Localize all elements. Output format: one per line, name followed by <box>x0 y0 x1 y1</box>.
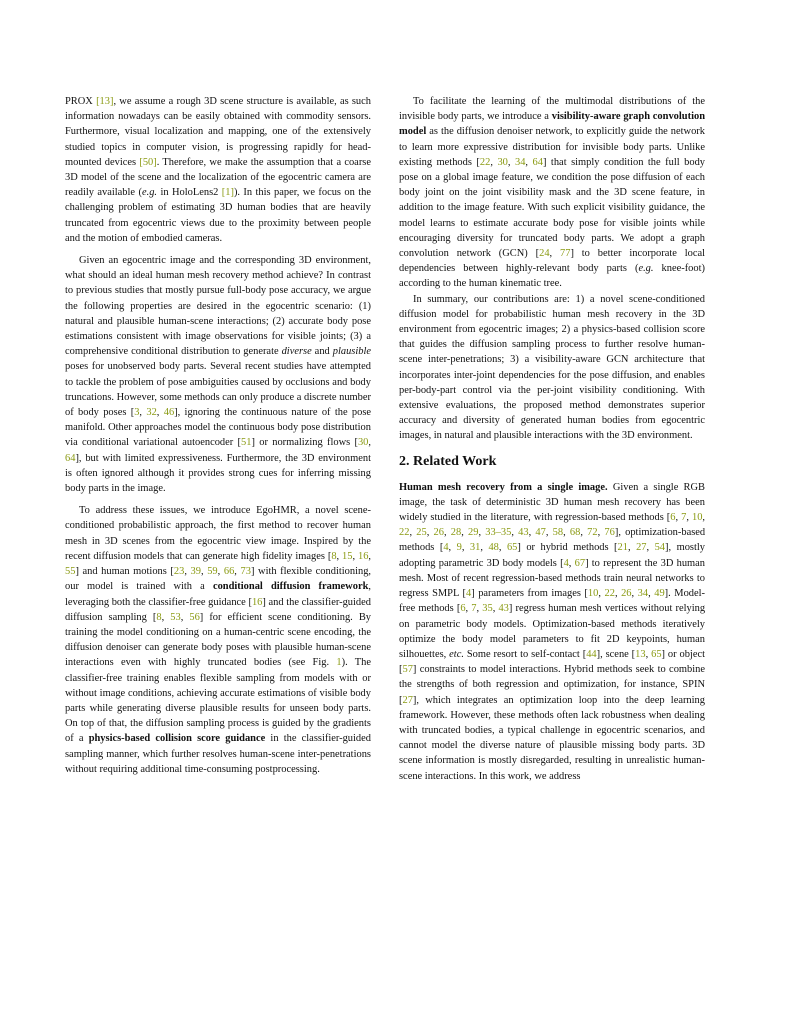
citation-link[interactable]: 49 <box>654 588 665 600</box>
italic-text: e.g. <box>638 263 654 275</box>
right-column <box>399 94 705 791</box>
citation-link[interactable]: 72 <box>587 527 598 539</box>
citation-link[interactable]: 34 <box>637 588 649 600</box>
citation-link[interactable]: 6 <box>670 512 676 524</box>
citation-link[interactable]: 30 <box>497 156 508 168</box>
citation-link[interactable]: [1] <box>221 187 234 199</box>
citation-link[interactable]: 64 <box>65 452 76 464</box>
italic-text: plausible <box>332 346 372 358</box>
citation-link[interactable]: 53 <box>170 611 181 623</box>
citation-link[interactable]: 48 <box>488 542 499 554</box>
citation-link[interactable]: 22 <box>399 527 410 539</box>
citation-link[interactable]: 27 <box>402 694 413 706</box>
citation-link[interactable]: 16 <box>251 596 263 608</box>
citation-link[interactable]: 16 <box>357 550 369 562</box>
citation-link[interactable]: 39 <box>190 566 201 578</box>
section-heading: 2. Related Work <box>399 453 497 469</box>
paragraph-body: Given a single RGB image, the task of deterministic 3D human mesh recovery has been widely studied in the literature, with regression-based methods [6, 7, 10, 22, 25, 26, 28, 29, 33–35, 43, 47, 58, 68, 72, 76], optimization-based methods [4, 9, 31, 48, 65] or hybrid methods [21, 27, 54], mostly adopting parametric 3D body models [4, 67] to represent the 3D human mesh. Most of recent regression-based methods train neural networks to regress SMPL [4] parameters from images [10, 22, 26, 34, 49]. Model-free methods [6, 7, 35, 43] regress human mesh vertices without relying on parametric body models. Optimization-based methods iteratively optimize the body model parameters to fit 2D keypoints, human silhouettes, etc. Some resort to self-contact [44], scene [13, 65] or object [57] constraints to model interactions. Hybrid methods seek to combine the strengths of both regression and optimization, for instance, SPIN [27], which integrates an optimization loop into the deep learning framework. However, these methods often lack robustness when dealing with truncated bodies, a typical challenge in egocentric scenarios, and cannot model the diverse nature of plausible missing body parts. 3D scene information is mostly disregarded, resulting in unrealistic human-scene interactions. In this work, we address <box>399 481 706 782</box>
citation-link[interactable]: 13 <box>635 648 646 660</box>
citation-link[interactable]: 66 <box>223 566 235 578</box>
citation-link[interactable]: 76 <box>604 527 615 539</box>
citation-link[interactable]: 47 <box>535 527 546 539</box>
citation-link[interactable]: 26 <box>433 527 444 539</box>
italic-text: diverse <box>281 346 312 358</box>
citation-link[interactable]: 7 <box>681 512 687 524</box>
citation-link[interactable]: 58 <box>552 527 564 539</box>
citation-link[interactable]: 67 <box>574 557 586 569</box>
citation-link[interactable]: 1 <box>336 657 342 669</box>
citation-link[interactable]: 30 <box>357 437 369 449</box>
left-column <box>65 94 371 784</box>
citation-link[interactable]: 43 <box>498 603 509 615</box>
italic-text: etc. <box>449 648 464 660</box>
citation-link[interactable]: 59 <box>207 566 218 578</box>
citation-link[interactable]: 3 <box>134 407 140 419</box>
citation-link[interactable]: 44 <box>586 648 597 660</box>
paragraph-related-work <box>399 480 705 784</box>
citation-link[interactable]: 8 <box>156 611 162 623</box>
citation-link[interactable]: 31 <box>469 542 481 554</box>
citation-link[interactable]: 29 <box>468 527 479 539</box>
citation-link[interactable]: 35 <box>482 603 493 615</box>
bold-text: visibility-aware graph convolution model <box>399 111 705 138</box>
paragraph: In summary, our contributions are: 1) a novel scene-conditioned diffusion model for probabilistic human mesh recovery in the 3D environment from egocentric images; 2) a physics-based collision score that guides the diffusion sampling process to further resolve human-scene inter-penetrations; 3) a visibility-aware GCN architecture that incorporates inter-joint dependencies for the pose diffusion, and enables per-body-part control via the per-joint visibility conditioning. With extensive evaluations, the proposed method demonstrates superior accuracy and diversity of generated human bodies from egocentric images, in natural and plausible interactions with the 3D environment. <box>399 293 705 442</box>
citation-link[interactable]: [13] <box>96 96 114 107</box>
citation-link[interactable]: 54 <box>654 542 666 554</box>
citation-link[interactable]: 4 <box>443 542 449 554</box>
citation-link[interactable]: 10 <box>587 588 599 600</box>
citation-link[interactable]: 33–35 <box>485 527 512 539</box>
citation-link[interactable]: [50] <box>139 156 157 168</box>
citation-link[interactable]: 32 <box>146 407 157 419</box>
citation-link[interactable]: 22 <box>604 588 615 600</box>
citation-link[interactable]: 23 <box>173 566 185 578</box>
citation-link[interactable]: 25 <box>416 527 427 539</box>
citation-link[interactable]: 65 <box>506 542 518 554</box>
citation-link[interactable]: 77 <box>560 248 571 260</box>
paragraph: Given an egocentric image and the corresponding 3D environment, what should an ideal human mesh recovery method achieve? In contrast to previous studies that mostly pursue full-body pose accuracy, we argue the following properties are desired in the egocentric scenario: (1) natural and plausible human-scene interactions; (2) accurate body pose estimations consistent with image observations for visible joints; (3) a comprehensive conditional distribution to generate diverse and plausible poses for unobserved body parts. Several recent studies have attempted to tackle the problem of pose ambiguities caused by occlusions and body truncations. However, some methods can only produce a discrete number of body poses [3, 32, 46], ignoring the continuous nature of the pose manifold. Other approaches model the continuous body pose distribution via conditional variational autoencoder [51] or normalizing flows [30, 64], but with limited expressiveness. Furthermore, the 3D environment is often ignored although it provides strong cues for inferring missing body parts in the image. <box>65 255 372 495</box>
citation-link[interactable]: 55 <box>65 566 76 578</box>
citation-link[interactable]: 4 <box>465 588 472 600</box>
run-in-heading: Human mesh recovery from a single image. <box>399 481 608 493</box>
citation-link[interactable]: 26 <box>621 588 632 600</box>
citation-link[interactable]: 27 <box>636 542 647 554</box>
citation-link[interactable]: 28 <box>450 527 462 539</box>
italic-text: e.g. <box>141 187 158 199</box>
citation-link[interactable]: 46 <box>163 407 175 419</box>
citation-link[interactable]: 6 <box>460 603 466 615</box>
citation-link[interactable]: 21 <box>617 542 628 554</box>
citation-link[interactable]: 7 <box>471 603 477 615</box>
citation-link[interactable]: 64 <box>532 156 543 168</box>
citation-link[interactable]: 22 <box>479 156 491 168</box>
citation-link[interactable]: 57 <box>402 664 413 676</box>
bold-text: physics-based collision score guidance <box>88 733 266 745</box>
citation-link[interactable]: 24 <box>539 248 550 260</box>
citation-link[interactable]: 68 <box>569 527 581 539</box>
citation-link[interactable]: 56 <box>189 611 200 623</box>
citation-link[interactable]: 43 <box>518 527 529 539</box>
citation-link[interactable]: 34 <box>514 156 526 168</box>
citation-link[interactable]: 9 <box>456 542 462 554</box>
citation-link[interactable]: 4 <box>563 557 569 569</box>
citation-link[interactable]: 15 <box>342 550 353 562</box>
bold-text: conditional diffusion framework <box>212 581 369 593</box>
citation-link[interactable]: 65 <box>651 648 662 660</box>
citation-link[interactable]: 10 <box>691 512 703 524</box>
paragraph: PROX [13], we assume a rough 3D scene structure is available, as such information nowadays can be easily obtained with commodity sensors. Furthermore, visual localization and mapping, one of the extensively studied topics in computer vision, is progressing rapidly for head-mounted devices [50]. Therefore, we make the assumption that a coarse 3D model of the scene and the localization of the egocentric camera are readily available (e.g. in HoloLens2 [1]). In this paper, we focus on the challenging problem of estimating 3D human bodies that are heavily truncated from egocentric views due to the proximity between people and the motion of embodied cameras. <box>65 96 371 244</box>
citation-link[interactable]: 73 <box>240 566 251 578</box>
paragraph: To facilitate the learning of the multimodal distributions of the invisible body parts, we introduce a visibility-aware graph convolution model as the diffusion denoiser network, to explicitly guide the network to learn more expressive distribution for invisible body parts. Unlike existing methods [22, 30, 34, 64] that simply condition the full body pose on a global image feature, we condition the pose diffusion of each body joint on the joint visibility mask and the 3D scene feature, in addition to the image feature. With such explicit visibility guidance, the model learns to estimate accurate body pose for visible joints while encouraging diversity for truncated body parts. We adopt a graph convolution network (GCN) [24, 77] to better incorporate local dependencies between highly-relevant body parts (e.g. knee-foot) according to the human kinematic tree. <box>399 96 706 290</box>
citation-link[interactable]: 8 <box>331 550 337 562</box>
paragraph: To address these issues, we introduce EgoHMR, a novel scene-conditioned probabilistic approach, the first method to recover human mesh in 3D scenes from the egocentric view image. Inspired by the recent diffusion models that can generate high fidelity images [8, 15, 16, 55] and human motions [23, 39, 59, 66, 73] with flexible conditioning, our model is trained with a conditional diffusion framework, leveraging both the classifier-free guidance [16] and the classifier-guided diffusion sampling [8, 53, 56] for efficient scene conditioning. By training the model conditioning on a human-centric scene encoding, the diffusion denoiser can generate body poses with plausible human-scene interactions even with highly truncated bodies (see Fig. 1). The classifier-free training enables flexible sampling from models with or without image conditions, achieving accurate estimations of visible body parts while generating diverse plausible results for unseen body parts. On top of that, the diffusion sampling process is guided by the gradients of a physics-based collision score guidance in the classifier-guided sampling manner, which further resolves human-scene inter-penetrations without requiring additional time-consuming postprocessing. <box>65 505 372 775</box>
citation-link[interactable]: 51 <box>241 437 252 449</box>
